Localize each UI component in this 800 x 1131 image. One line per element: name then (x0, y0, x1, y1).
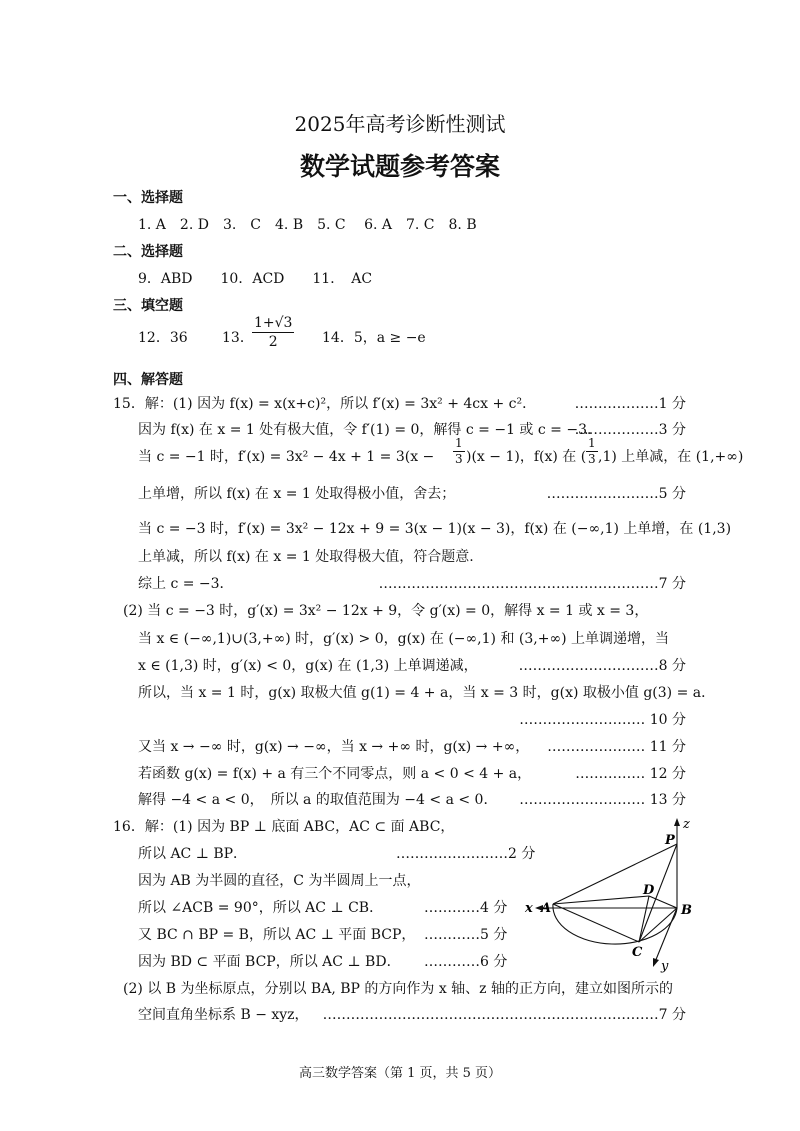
z-axis-arrow (674, 818, 680, 826)
q15-line-9: 当 x ∈ (−∞,1)∪(3,+∞) 时，g′(x) > 0，g(x) 在 (−∞,1) 和 (3,+∞) 上单调递增，当 (138, 631, 670, 647)
edge-AP (553, 844, 677, 904)
q16-score-5: …………5 分 (424, 927, 508, 943)
q16-line-3: 因为 AB 为半圆的直径，C 为半圆周上一点， (138, 873, 421, 889)
q15-line-5: 当 c = −3 时，f′(x) = 3x² − 12x + 9 = 3(x − 1)(x − 3)，f(x) 在 (−∞,1) 上单增，在 (1,3) (138, 521, 732, 537)
q15-score-12: ……………………… 10 分 (519, 712, 686, 728)
answer-q13-fraction (252, 314, 294, 351)
label-x: x (525, 901, 533, 916)
q15-score-15: ……………………… 13 分 (519, 792, 686, 808)
q15-line-6: 上单减，所以 f(x) 在 x = 1 处取得极大值，符合题意. (138, 549, 474, 565)
q15-score-10: …………………………8 分 (518, 658, 686, 674)
q15-fraction-1 (453, 436, 465, 467)
q13-numerator: 1+√3 (254, 315, 293, 331)
label-y: y (661, 959, 669, 974)
q16-score-4: …………4 分 (424, 900, 508, 916)
q15-score-7: ……………………………………………………7 分 (378, 576, 686, 592)
label-B: B (681, 903, 692, 918)
q15-line-8: (2) 当 c = −3 时，g′(x) = 3x² − 12x + 9，令 g′(x) = 0，解得 x = 1 或 x = 3， (123, 603, 649, 619)
page-title: 数学试题参考答案 (299, 152, 500, 181)
q15-line-4: 上单增，所以 f(x) 在 x = 1 处取得极小值，舍去； (138, 486, 456, 502)
q16-score-2: ……………………2 分 (396, 846, 536, 862)
edge-AC (553, 904, 639, 942)
q15-line-3a: 当 c = −1 时，f′(x) = 3x² − 4x + 1 = 3(x − (138, 449, 435, 465)
q16-line-4: 所以 ∠ACB = 90°，所以 AC ⊥ CB． (138, 900, 384, 916)
q15-score-4: ……………………5 分 (546, 486, 686, 502)
label-D: D (643, 883, 655, 898)
answer-q12: 12．36 (138, 330, 188, 346)
q15-line-10: x ∈ (1,3) 时，g′(x) < 0，g(x) 在 (1,3) 上单调递减， (138, 658, 478, 674)
edge-CB (639, 908, 677, 942)
q16-line-7: (2) 以 B 为坐标原点，分别以 BA, BP 的方向作为 x 轴、z 轴的正方向，建立如图所示的 (123, 981, 673, 997)
y-axis-arrow (653, 958, 659, 967)
q15-fraction-2 (586, 436, 598, 467)
multi-choice-answers: 9．ABD 10．ACD 11． AC (138, 271, 373, 287)
section-heading-choice: 一、选择题 (113, 190, 183, 206)
choice-answers: 1. A 2. D 3. C 4. B 5. C 6. A 7. C 8. B (138, 217, 477, 233)
q16-score-6: …………6 分 (424, 954, 508, 970)
q15-line-13: 又当 x → −∞ 时，g(x) → −∞，当 x → +∞ 时，g(x) → +∞， (138, 739, 530, 755)
section-heading-solutions: 四、解答题 (113, 372, 183, 388)
section-heading-fill-blank: 三、填空题 (113, 298, 183, 314)
q15-line-1: 15．解：(1) 因为 f(x) = x(x+c)²，所以 f′(x) = 3x² + 4cx + c²． (113, 396, 537, 412)
q16-line-5: 又 BC ∩ BP = B，所以 AC ⊥ 平面 BCP， (138, 927, 416, 943)
q15-fraction-2-den: 3 (588, 452, 596, 466)
q15-line-3c: ,1) 上单减，在 (1,+∞) (598, 449, 744, 465)
label-C: C (632, 945, 643, 960)
exam-title: 2025年高考诊断性测试 (294, 112, 506, 136)
q15-line-3b: )(x − 1)，f(x) 在 ( (466, 449, 587, 465)
q16-line-8: 空间直角坐标系 B − xyz， (138, 1007, 309, 1023)
q13-denominator: 2 (268, 334, 278, 350)
answer-q13-label: 13． (222, 330, 254, 346)
q15-line-11: 所以，当 x = 1 时，g(x) 取极大值 g(1) = 4 + a，当 x = 3 时，g(x) 取极小值 g(3) = a． (138, 685, 716, 701)
q16-line-6: 因为 BD ⊂ 平面 BCP，所以 AC ⊥ BD． (138, 954, 401, 970)
label-z: z (683, 817, 690, 832)
q15-score-1: ………………1 分 (574, 396, 686, 412)
q15-line-14: 若函数 g(x) = f(x) + a 有三个不同零点，则 a < 0 < 4 + a， (138, 766, 532, 782)
q15-line-7: 综上 c = −3． (138, 576, 234, 592)
q15-line-2: 因为 f(x) 在 x = 1 处有极大值，令 f′(1) = 0，解得 c = −1 或 c = −3． (138, 422, 601, 438)
q15-score-13: ………………… 11 分 (547, 739, 686, 755)
q15-line-15: 解得 −4 < a < 0， 所以 a 的取值范围为 −4 < a < 0． (138, 792, 498, 808)
q15-fraction-2-num: 1 (588, 436, 596, 450)
label-P: P (665, 833, 675, 848)
page-footer: 高三数学答案（第 1 页，共 5 页） (298, 1066, 502, 1081)
answer-q14: 14．5，a ≥ −e (322, 330, 426, 346)
q16-line-1: 16．解：(1) 因为 BP ⊥ 底面 ABC，AC ⊂ 面 ABC， (113, 819, 455, 835)
q15-fraction-1-num: 1 (455, 436, 463, 450)
q15-score-2: ………………3 分 (574, 422, 686, 438)
q16-line-2: 所以 AC ⊥ BP． (138, 846, 248, 862)
q15-score-14: …………… 12 分 (575, 766, 686, 782)
section-heading-multi-choice: 二、选择题 (113, 244, 183, 260)
label-A: A (541, 901, 552, 916)
geometry-figure (515, 812, 695, 974)
q15-fraction-1-den: 3 (455, 452, 463, 466)
q16-score-8: ………………………………………………………………7 分 (322, 1007, 686, 1023)
y-axis (655, 908, 677, 962)
